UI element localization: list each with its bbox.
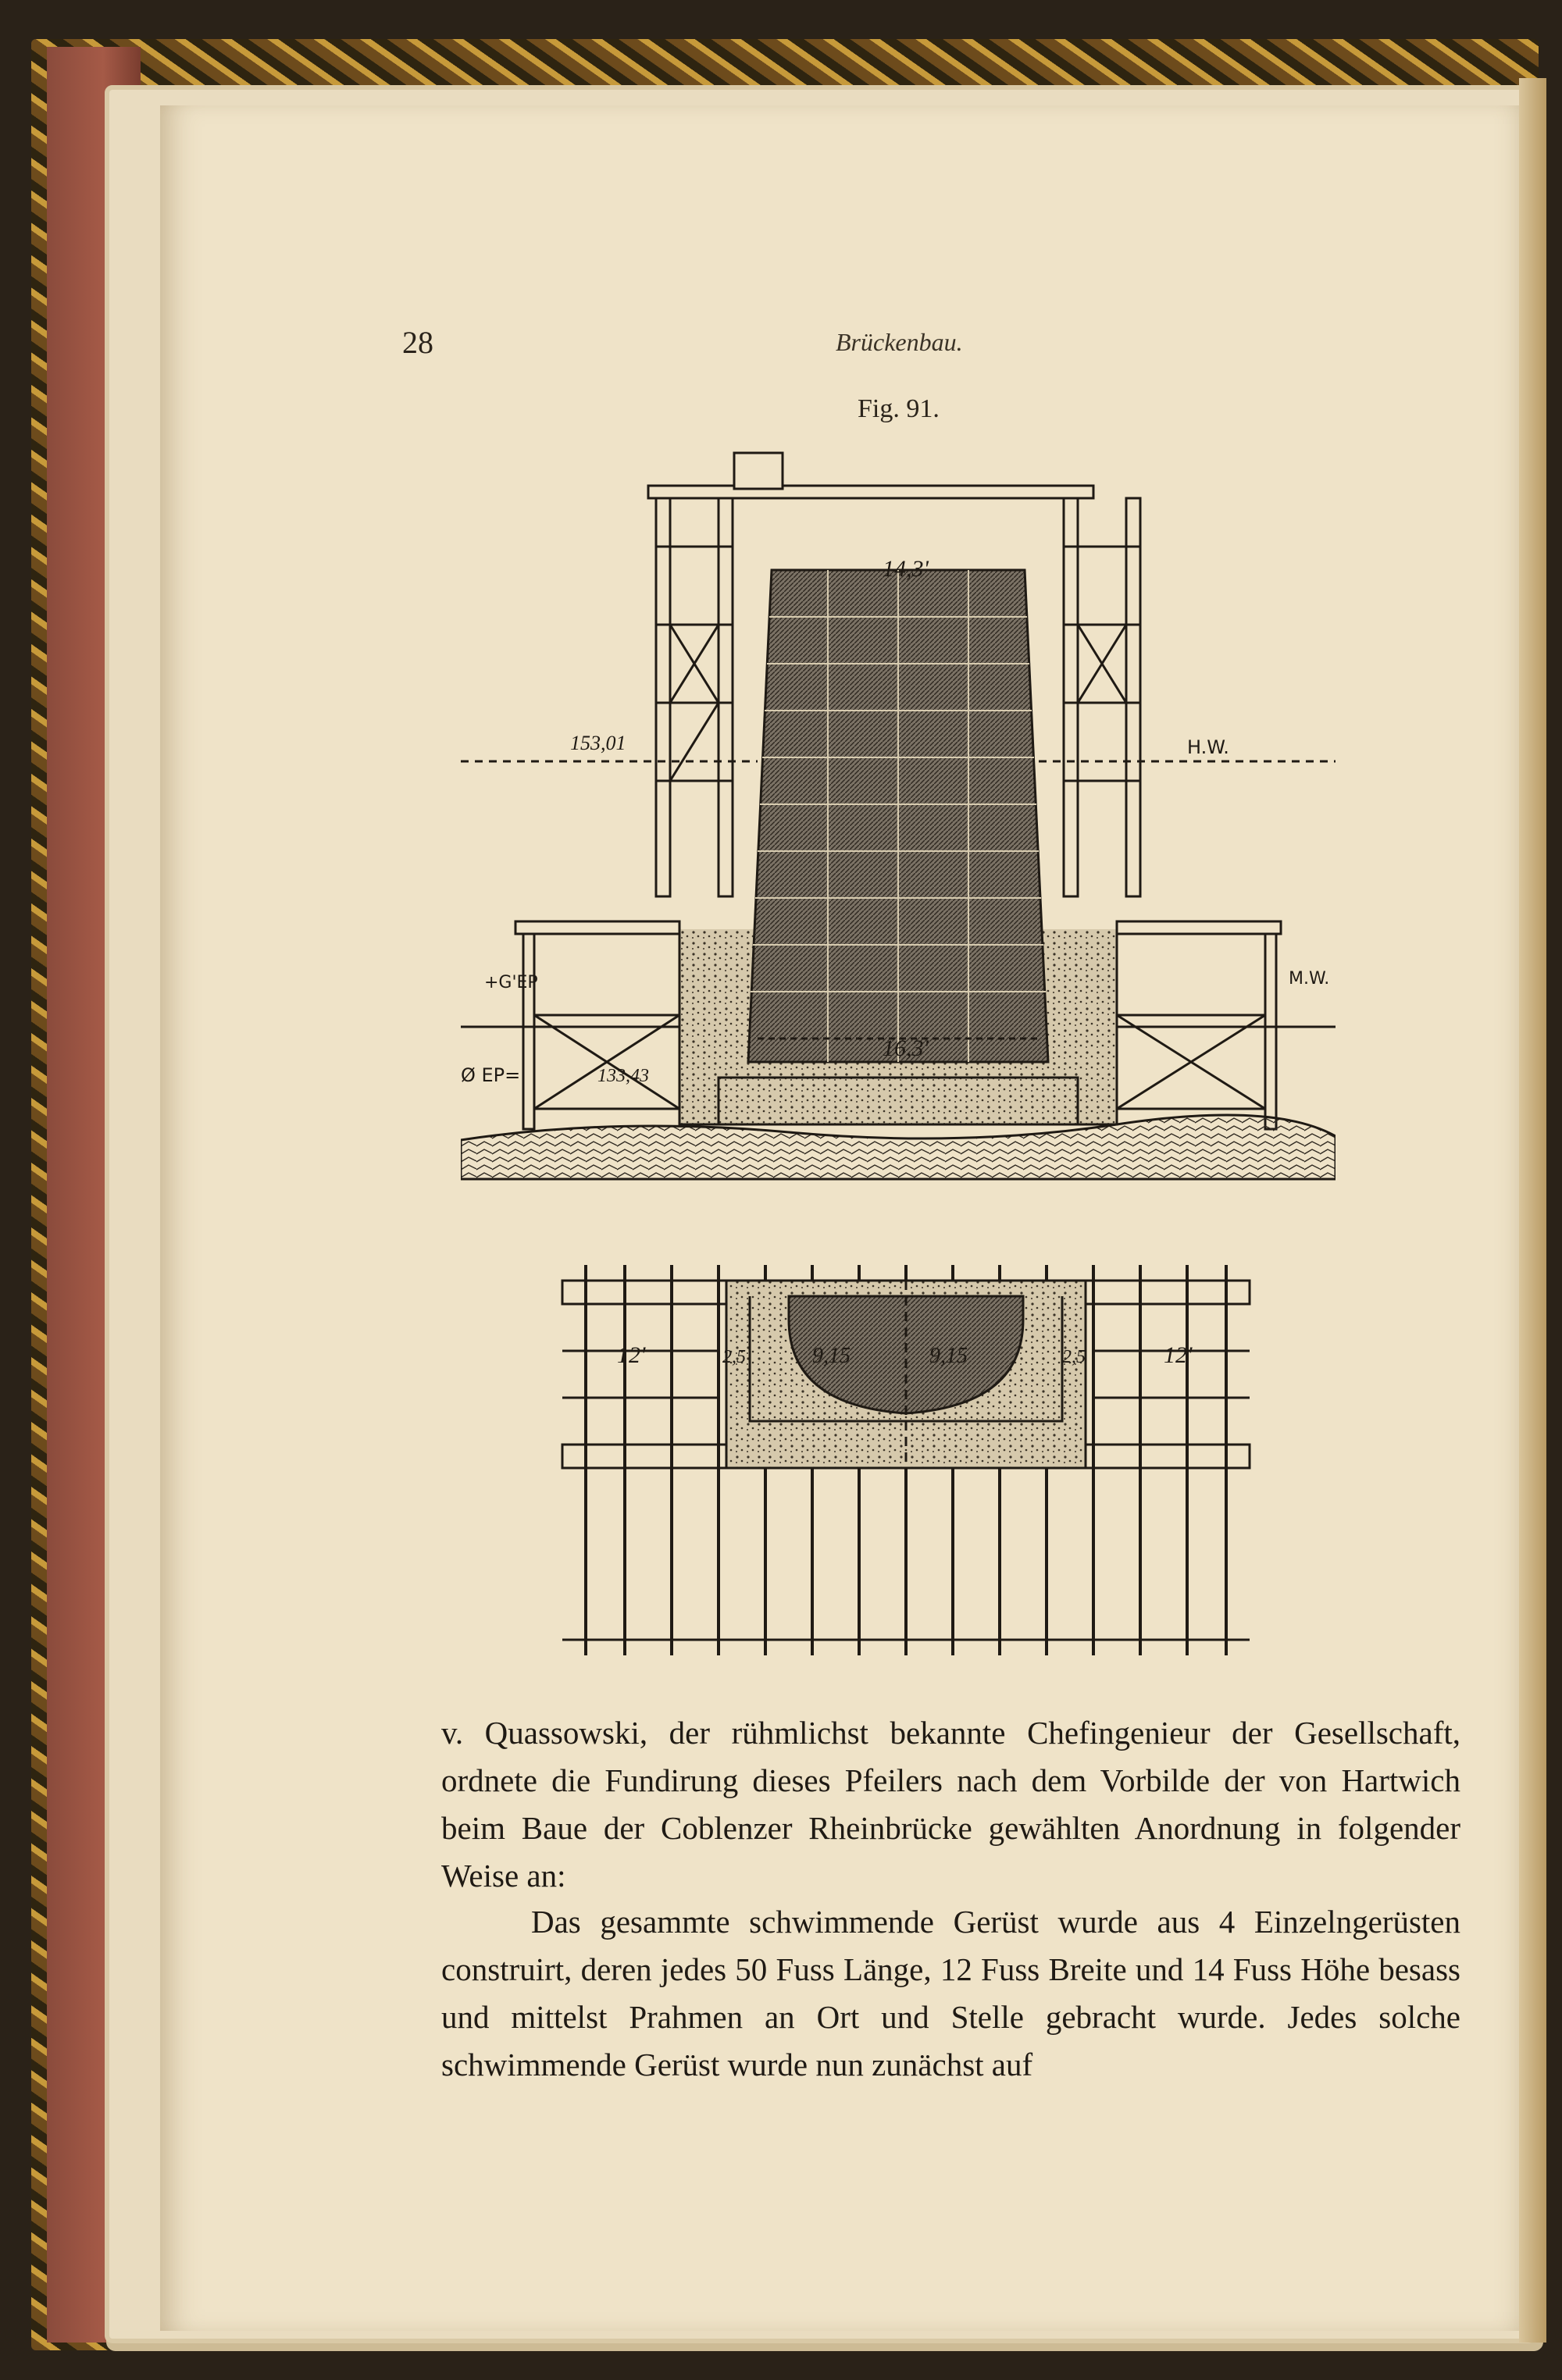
top-dimension-label: 14,3' [883, 556, 929, 582]
plan-left-half: 9,15 [812, 1344, 851, 1368]
mid-water-label: M.W. [1289, 969, 1330, 989]
plan-right-width: 12' [1164, 1342, 1193, 1368]
plan-left-gap: 2,5 [722, 1347, 746, 1367]
lower-level-label: 133,43 [597, 1066, 649, 1086]
pier-foundation-figure [461, 437, 1336, 1671]
plan-view [562, 1265, 1250, 1655]
left-level-label: 153,01 [570, 732, 626, 754]
plan-right-gap: 2,5 [1062, 1347, 1086, 1367]
figure-caption: Fig. 91. [858, 394, 940, 423]
plan-right-half: 9,15 [929, 1344, 968, 1368]
plan-left-width: 12' [617, 1342, 646, 1368]
bottom-dimension-label: 16,3' [883, 1035, 929, 1061]
high-water-label: H.W. [1187, 736, 1229, 758]
page-edge [1519, 78, 1546, 2343]
paragraph-1: v. Quassowski, der rühmlichst bekannte Chefingenieur der Gesellschaft, ordnete die Fundirung dieses Pfeilers nach dem Vorbilde der von Hartwich beim Baue der Coblenzer Rheinbrücke gewählten Anordnung in folgender Weise an: [441, 1715, 1460, 1894]
running-head: Brückenbau. [836, 328, 963, 356]
left-water-marker: +G'EP [484, 973, 538, 992]
paragraph-2: Das gesammte schwimmende Gerüst wurde aus 4 Einzelngerüsten construirt, deren jedes 50 Fuss Länge, 12 Fuss Breite und 14 Fuss Höhe besass und mittelst Prahmen an Ort und Stelle gebracht wurde. Jedes solche schwimmende Gerüst wurde nun zunächst auf [441, 1904, 1460, 2082]
zero-marker: Ø EP= [461, 1064, 521, 1086]
page-number: 28 [402, 325, 433, 360]
